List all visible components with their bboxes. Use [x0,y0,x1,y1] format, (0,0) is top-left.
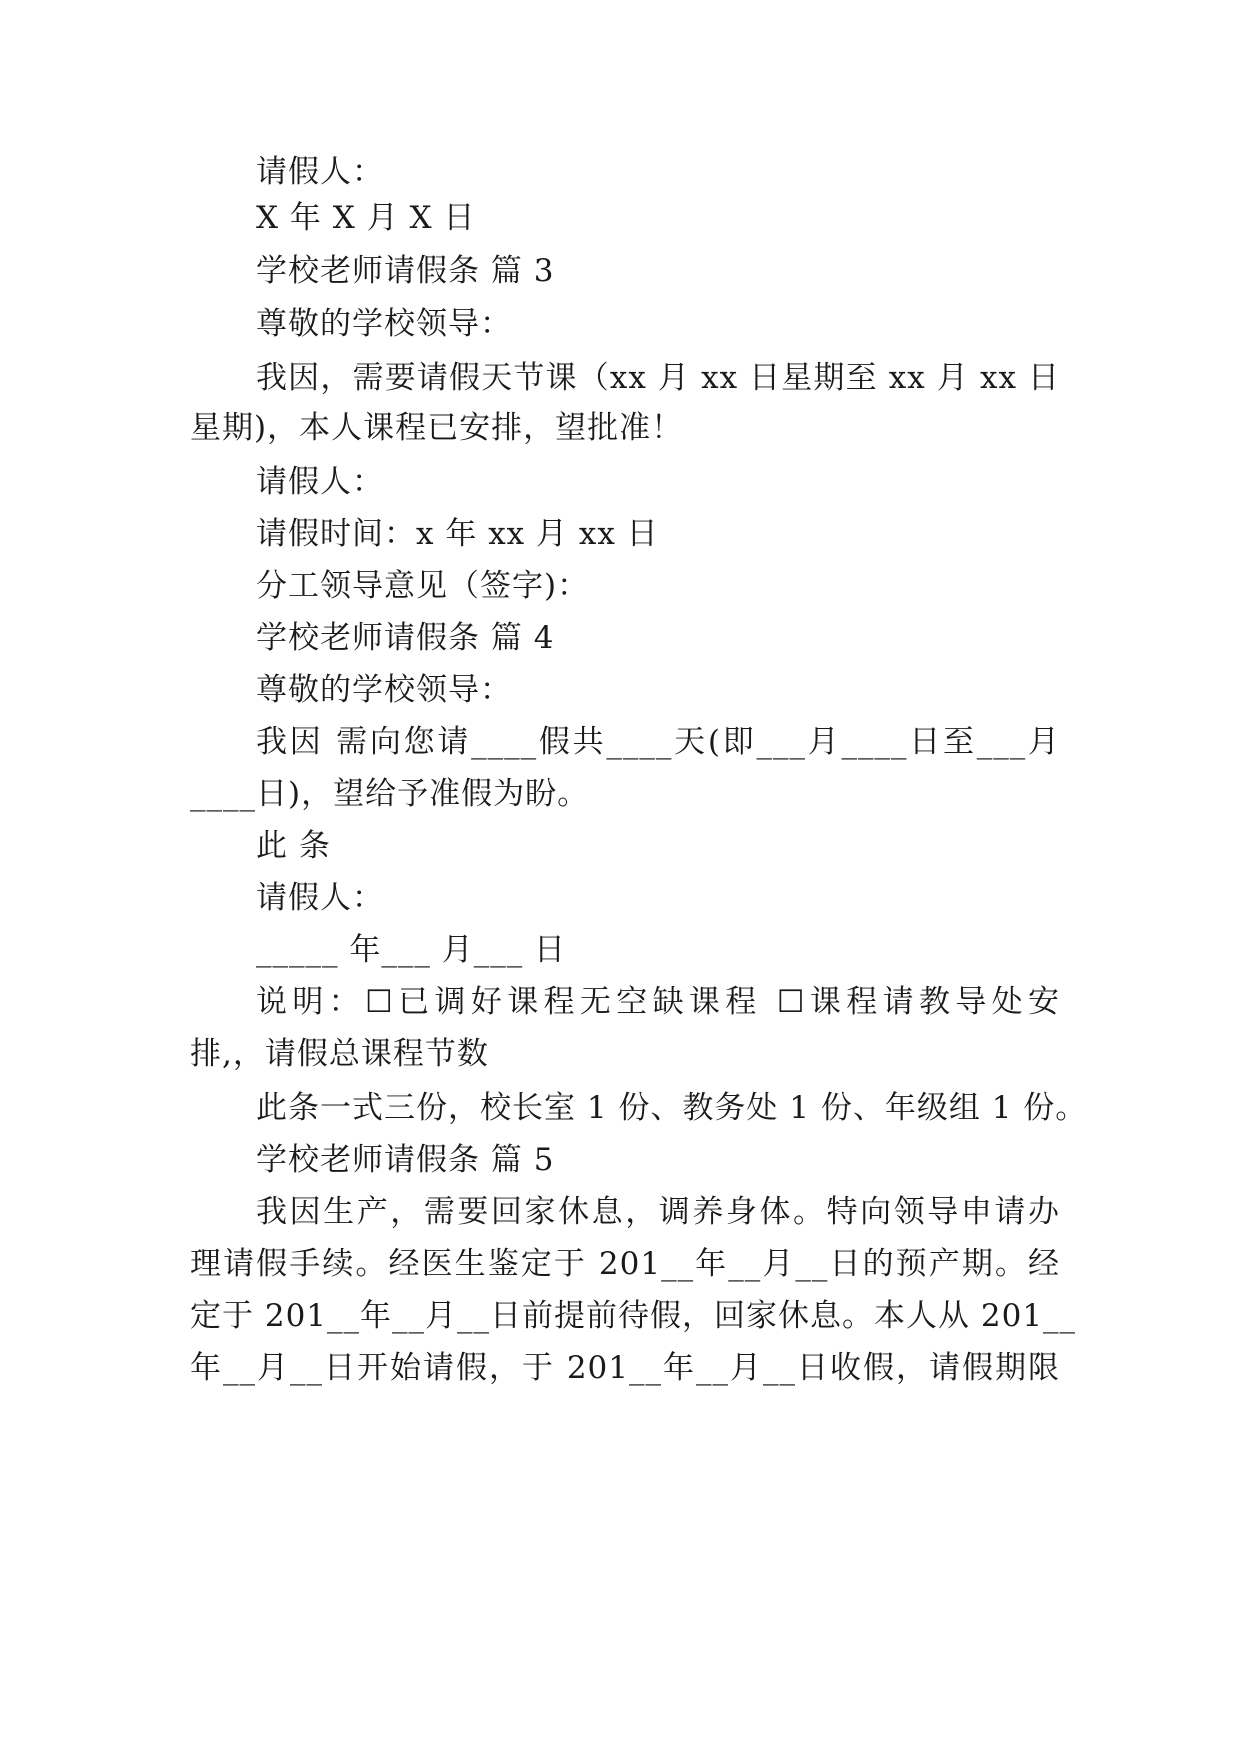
body-part-5-line-4: 年__月__日开始请假，于 201__年__月__日收假，请假期限 [190,1350,1060,1386]
body-part-3-line-2: 星期)，本人课程已安排，望批准！ [190,410,684,446]
requester-label-2: 请假人： [256,464,384,500]
body-part-4-line-2: ____日)，望给予准假为盼。 [190,776,590,812]
requester-label-3: 请假人： [256,880,384,916]
copies-line: 此条一式三份，校长室 1 份、教务处 1 份、年级组 1 份。 [256,1090,1088,1126]
body-part-5-line-1: 我因生产，需要回家休息，调养身体。特向领导申请办 [256,1194,1060,1230]
requester-label-1: 请假人： [256,154,384,190]
body-part-3-line-1: 我因，需要请假天节课（xx 月 xx 日星期至 xx 月 xx 日 [256,360,1060,396]
date-line-blank: _____ 年___ 月___ 日 [256,932,567,968]
body-part-4-line-1: 我因 需向您请____假共____天(即___月____日至___月 [256,724,1060,760]
note-line-2: 排,，请假总课程节数 [190,1036,489,1072]
body-part-5-line-2: 理请假手续。经医生鉴定于 201__年__月__日的预产期。经 [190,1246,1060,1282]
heading-part-5: 学校老师请假条 篇 5 [256,1142,555,1178]
closing-note: 此 条 [256,828,331,864]
date-line-1: X 年 X 月 X 日 [256,200,476,236]
heading-part-3: 学校老师请假条 篇 3 [256,253,555,289]
salutation-part-4: 尊敬的学校领导： [256,672,512,708]
leave-time-line: 请假时间：x 年 xx 月 xx 日 [256,516,659,552]
heading-part-4: 学校老师请假条 篇 4 [256,620,555,656]
leader-opinion-line: 分工领导意见（签字)： [256,568,590,604]
body-part-5-line-3: 定于 201__年__月__日前提前待假，回家休息。本人从 201__ [190,1298,1077,1334]
note-line-1: 说明：☐已调好课程无空缺课程 ☐课程请教导处安 [256,984,1060,1020]
salutation-part-3: 尊敬的学校领导： [256,306,512,342]
